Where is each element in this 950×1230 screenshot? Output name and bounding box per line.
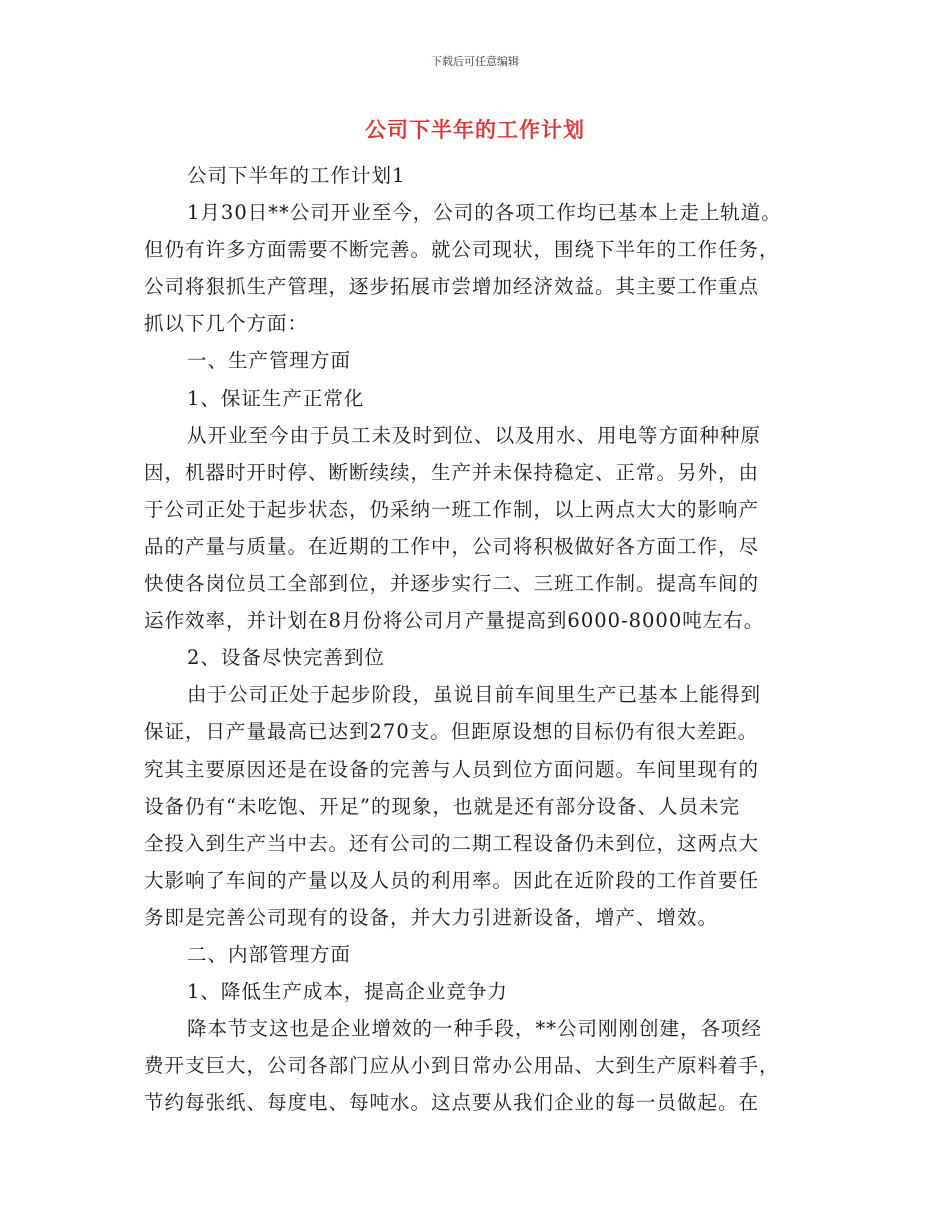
text-line: 公司下半年的工作计划1 [187, 164, 406, 187]
text-line: 抓以下几个方面： [144, 312, 309, 336]
document-body [144, 157, 804, 1121]
text-line: 1、保证生产正常化 [187, 386, 365, 410]
text-line: 费开支巨大，公司各部门应从小到日常办公用品、大到生产原料着手， [144, 1054, 780, 1078]
text-line: 一、生产管理方面 [187, 349, 352, 373]
text-line: 1、降低生产成本，提高企业竞争力 [187, 980, 508, 1004]
text-line: 但仍有许多方面需要不断完善。就公司现状，围绕下半年的工作任务， [144, 238, 780, 262]
text-line: 品的产量与质量。在近期的工作中，公司将积极做好各方面工作，尽 [144, 534, 760, 558]
text-line: 究其主要原因还是在设备的完善与人员到位方面问题。车间里现有的 [144, 757, 760, 781]
text-line: 公司将狠抓生产管理，逐步拓展市尝增加经济效益。其主要工作重点 [144, 275, 760, 299]
text-line: 大影响了车间的产量以及人员的利用率。因此在近阶段的工作首要任 [144, 868, 760, 892]
text-line: 保证，日产量最高已达到270支。但距原设想的目标仍有很大差距。 [144, 720, 759, 744]
text-line: 于公司正处于起步状态，仍采纳一班工作制，以上两点大大的影响产 [144, 497, 760, 521]
text-line: 二、内部管理方面 [187, 942, 352, 966]
text-line: 1月30日**公司开业至今，公司的各项工作均已基本上走上轨道。 [187, 201, 782, 225]
text-line: 务即是完善公司现有的设备，并大力引进新设备，增产、增效。 [144, 905, 719, 929]
text-line: 运作效率，并计划在8月份将公司月产量提高到6000-8000吨左右。 [144, 609, 765, 633]
header-note: 下载后可任意编辑 [431, 55, 519, 68]
text-line: 节约每张纸、每度电、每吨水。这点要从我们企业的每一员做起。在 [144, 1091, 760, 1115]
text-line: 全投入到生产当中去。还有公司的二期工程设备仍未到位，这两点大 [144, 831, 760, 855]
text-line: 因，机器时开时停、断断续续，生产并未保持稳定、正常。另外，由 [144, 460, 760, 484]
text-line: 由于公司正处于起步阶段，虽说目前车间里生产已基本上能得到 [187, 683, 762, 707]
text-line: 降本节支这也是企业增效的一种手段，**公司刚刚创建，各项经 [187, 1017, 763, 1041]
document-title: 公司下半年的工作计划 [365, 118, 585, 142]
text-line: 设备仍有“未吃饱、开足”的现象，也就是还有部分设备、人员未完 [144, 794, 740, 818]
text-line: 快使各岗位员工全部到位，并逐步实行二、三班工作制。提高车间的 [144, 572, 760, 596]
text-line: 从开业至今由于员工未及时到位、以及用水、用电等方面种种原 [187, 423, 762, 447]
text-line: 2、设备尽快完善到位 [187, 646, 385, 670]
